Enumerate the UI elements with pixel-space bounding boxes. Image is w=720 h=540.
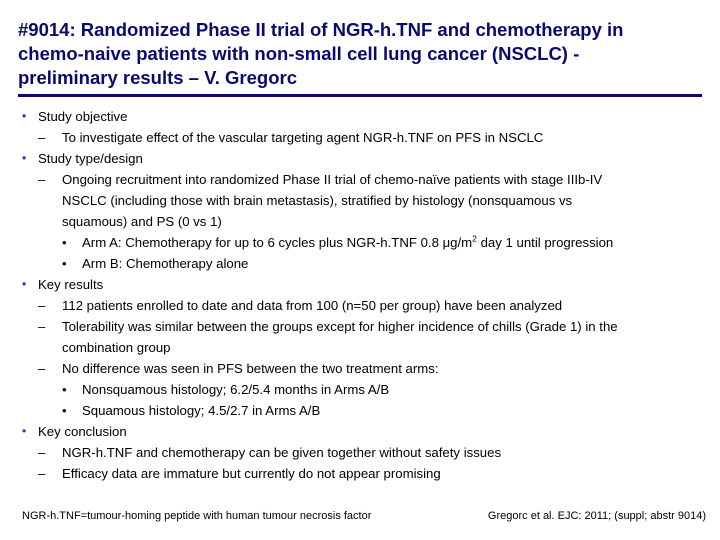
title-divider: [18, 94, 702, 97]
dash-icon: –: [38, 466, 46, 481]
results-heading: Key results: [38, 277, 104, 292]
conclusion-item-1: NGR-h.TNF and chemotherapy can be given together without safety issues: [62, 445, 502, 460]
title-line-1: #9014: Randomized Phase II trial of NGR-h.TNF and chemotherapy in: [18, 19, 624, 40]
design-item-1-line-2: NSCLC (including those with brain metastasis), stratified by histology (nonsquamous vs: [62, 193, 573, 208]
bullet-icon: •: [22, 151, 27, 165]
title-line-3: preliminary results – V. Gregorc: [18, 67, 297, 88]
dash-icon: –: [38, 172, 46, 187]
results-item-2-line-2: combination group: [62, 340, 171, 355]
results-sub-2: Squamous histology; 4.5/2.7 in Arms A/B: [82, 403, 321, 418]
results-item-3: No difference was seen in PFS between the two treatment arms:: [62, 361, 439, 376]
bullet-icon: •: [22, 424, 27, 438]
objective-item-1: To investigate effect of the vascular targeting agent NGR-h.TNF on PFS in NSCLC: [62, 130, 544, 145]
bullet-icon: •: [62, 403, 67, 418]
results-item-1: 112 patients enrolled to date and data from 100 (n=50 per group) have been analyzed: [62, 298, 563, 313]
arm-b-item: Arm B: Chemotherapy alone: [82, 256, 249, 271]
design-item-1-line-1: Ongoing recruitment into randomized Phase II trial of chemo-naïve patients with stage IIIb-IV: [62, 172, 603, 187]
objective-heading: Study objective: [38, 109, 128, 124]
arm-a-text: Arm A: Chemotherapy for up to 6 cycles plus NGR-h.TNF 0.8 μg/m: [82, 235, 473, 250]
bullet-icon: •: [22, 277, 27, 291]
dash-icon: –: [38, 445, 46, 460]
arm-a-item: [82, 232, 613, 253]
title-line-2: chemo-naive patients with non-small cell lung cancer (NSCLC) -: [18, 43, 580, 64]
conclusion-heading: Key conclusion: [38, 424, 127, 439]
design-heading: Study type/design: [38, 151, 143, 166]
citation: Gregorc et al. EJC: 2011; (suppl; abstr 9014): [487, 510, 706, 522]
dash-icon: –: [38, 361, 46, 376]
slide-title: [18, 18, 708, 90]
arm-a-text-end: day 1 until progression: [476, 235, 614, 250]
bullet-icon: •: [62, 382, 67, 397]
conclusion-item-2: Efficacy data are immature but currently do not appear promising: [62, 466, 441, 481]
footnote: NGR-h.TNF=tumour-homing peptide with human tumour necrosis factor: [22, 510, 372, 522]
design-item-1-line-3: squamous) and PS (0 vs 1): [62, 214, 222, 229]
arm-a-superscript: 2: [472, 233, 477, 244]
results-item-2-line-1: Tolerability was similar between the groups except for higher incidence of chills (Grade 1) in the: [62, 319, 618, 334]
dash-icon: –: [38, 319, 46, 334]
results-sub-1: Nonsquamous histology; 6.2/5.4 months in Arms A/B: [82, 382, 390, 397]
dash-icon: –: [38, 130, 46, 145]
dash-icon: –: [38, 298, 46, 313]
bullet-icon: •: [62, 235, 67, 250]
bullet-icon: •: [22, 109, 27, 123]
bullet-icon: •: [62, 256, 67, 271]
